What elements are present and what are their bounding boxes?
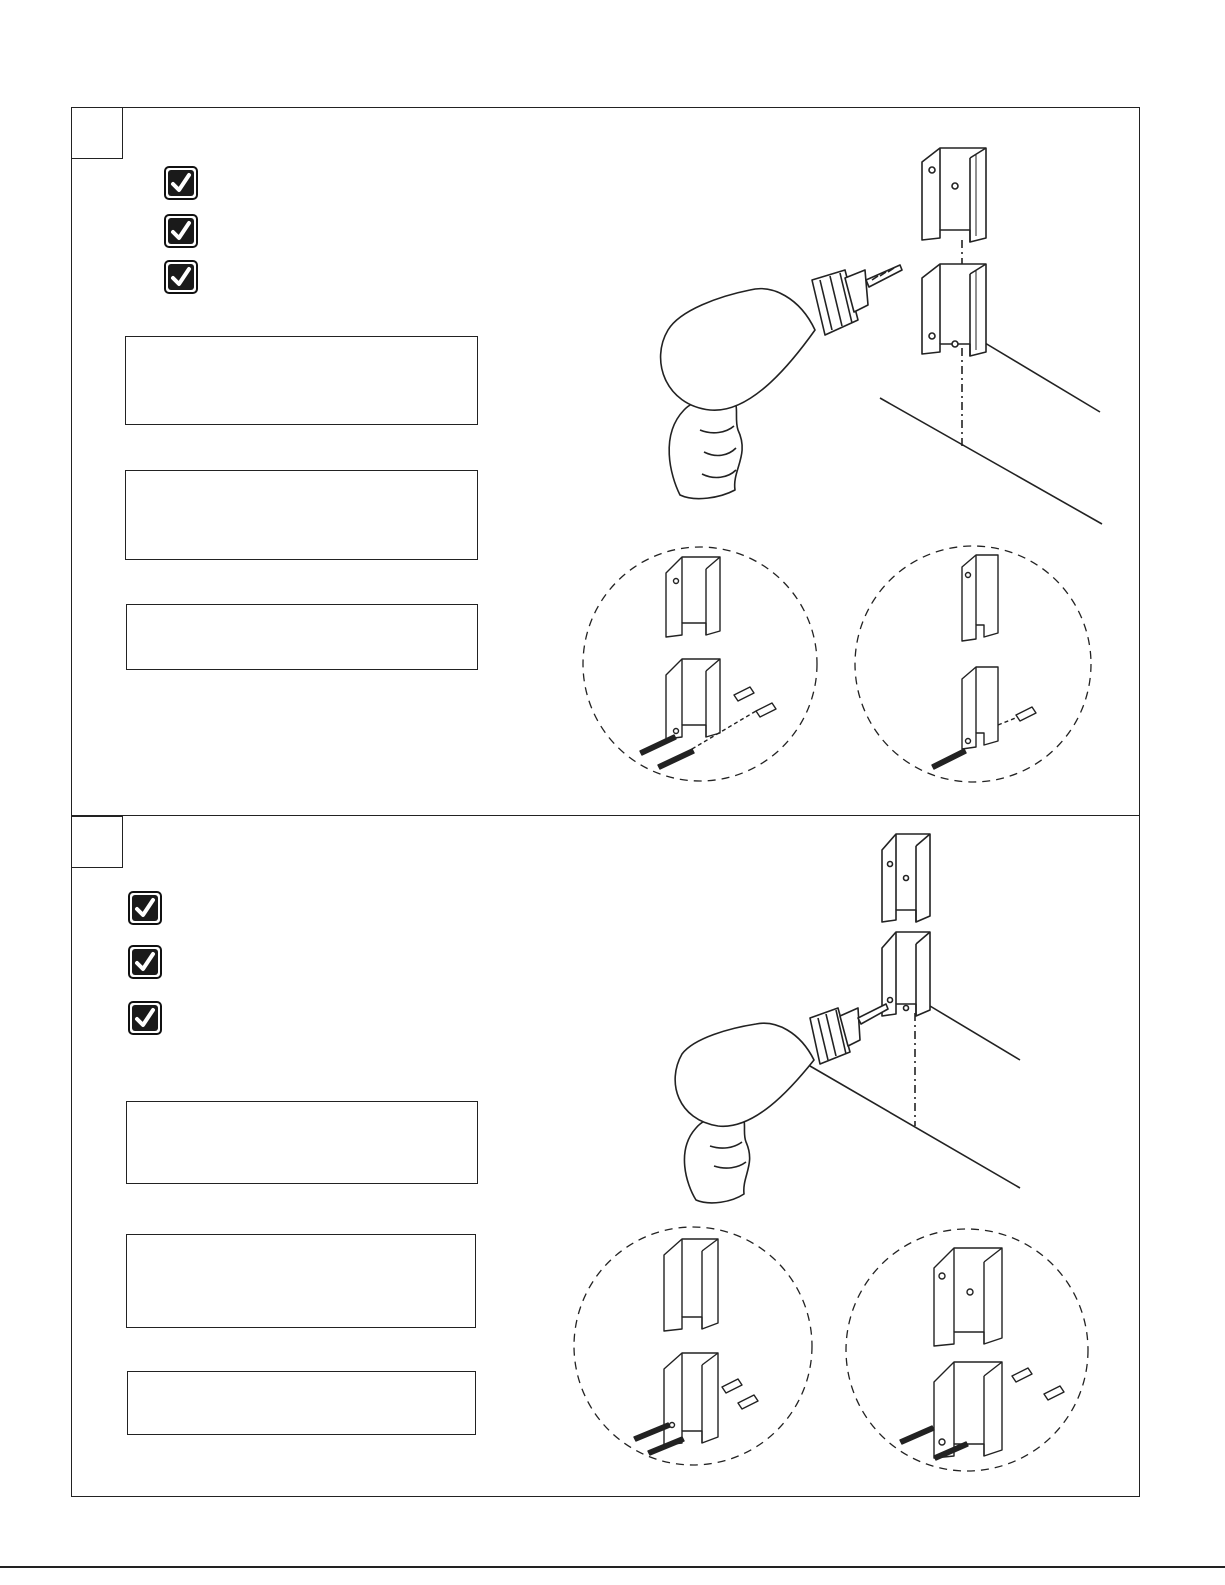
step-1-detail-right	[852, 545, 1094, 785]
bracket-icon	[922, 264, 986, 356]
anchor-icon	[738, 1395, 758, 1409]
step-2-text-box-3	[127, 1371, 476, 1435]
bracket-icon	[934, 1248, 1002, 1346]
check-icon	[168, 170, 194, 196]
bracket-icon	[922, 148, 986, 242]
step-1-text-box-3	[126, 604, 478, 670]
anchor-icon	[1044, 1386, 1064, 1400]
step-2-check-1	[128, 891, 162, 925]
wall-edge-upper	[930, 1006, 1020, 1060]
anchor-icon	[734, 687, 754, 701]
wall-edge-lower	[810, 1066, 1020, 1188]
step-divider	[71, 815, 1140, 816]
bracket-icon	[666, 659, 720, 739]
footer-rule	[0, 1566, 1225, 1568]
anchor-icon	[1012, 1368, 1032, 1382]
wall-edge-upper	[980, 340, 1100, 412]
step-1-text-box-2	[125, 470, 478, 560]
check-icon	[132, 895, 158, 921]
screw-icon	[932, 749, 966, 769]
step-2-check-3	[128, 1001, 162, 1035]
screw-icon	[900, 1426, 934, 1444]
step-1-illustration	[640, 130, 1120, 550]
anchor-icon	[756, 703, 776, 717]
drill-icon	[675, 1004, 888, 1203]
screw-icon	[640, 735, 676, 755]
wall-edge-lower	[880, 398, 1102, 524]
bracket-icon	[882, 932, 930, 1016]
step-1-check-1	[164, 166, 198, 200]
step-1-check-3	[164, 260, 198, 294]
bracket-icon	[664, 1239, 718, 1331]
bracket-icon	[962, 667, 998, 749]
step-1-number-box	[71, 107, 123, 159]
bracket-icon	[664, 1353, 718, 1445]
step-2-detail-left	[572, 1225, 814, 1467]
drill-icon	[661, 265, 902, 499]
step-2-number-box	[71, 816, 123, 868]
check-icon	[132, 1005, 158, 1031]
bracket-icon	[882, 834, 930, 922]
step-2-illustration	[660, 828, 1040, 1208]
anchor-icon	[722, 1379, 742, 1393]
step-2-text-box-1	[126, 1101, 478, 1184]
step-1-text-box-1	[125, 336, 478, 425]
step-1-detail-left	[580, 545, 820, 785]
step-2-text-box-2	[126, 1234, 476, 1328]
check-icon	[168, 264, 194, 290]
check-icon	[132, 949, 158, 975]
step-2-check-2	[128, 945, 162, 979]
anchor-icon	[1016, 707, 1036, 721]
bracket-icon	[934, 1362, 1002, 1458]
step-1-check-2	[164, 214, 198, 248]
bracket-icon	[962, 555, 998, 641]
bracket-icon	[666, 557, 720, 637]
step-2-detail-right	[842, 1228, 1092, 1472]
check-icon	[168, 218, 194, 244]
screw-icon	[658, 749, 694, 769]
